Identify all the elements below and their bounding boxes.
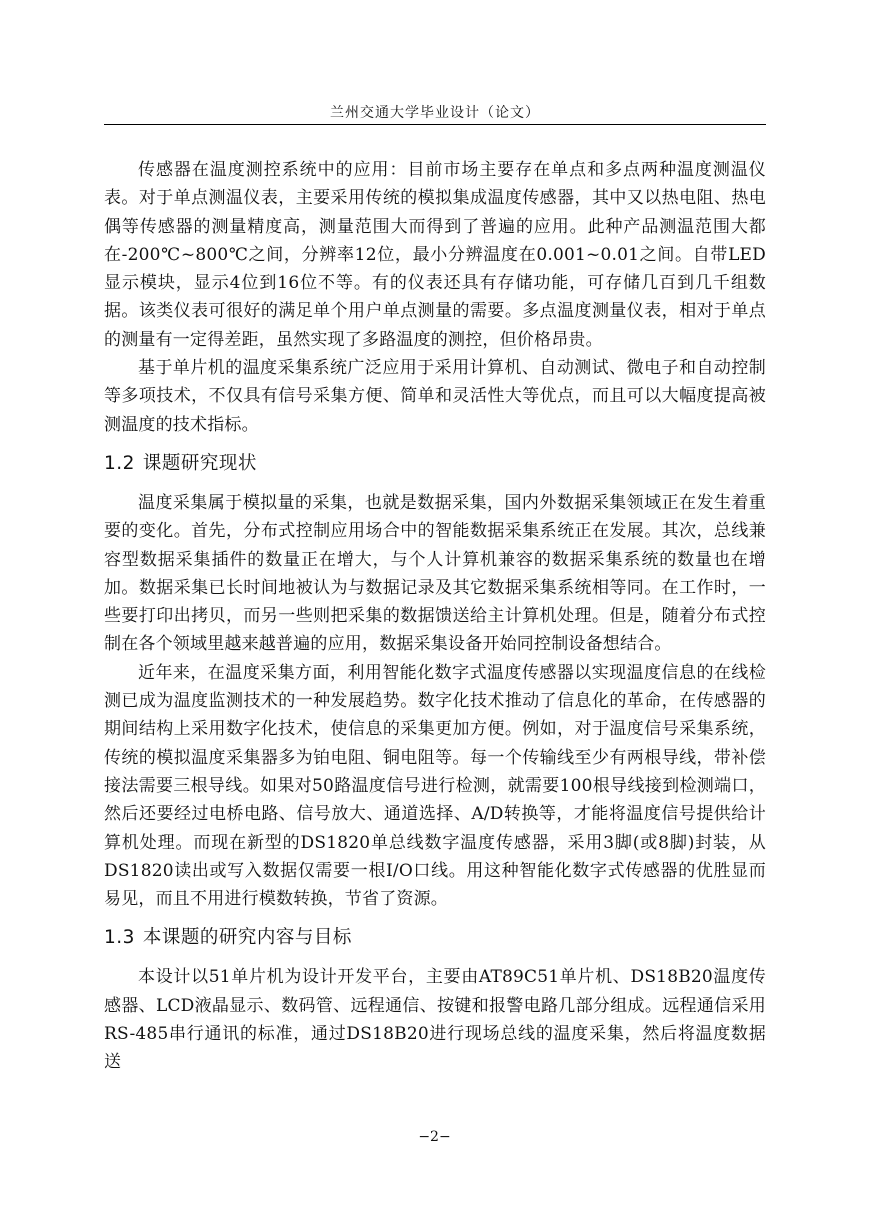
section-heading-1-3: [104, 925, 766, 951]
section-title: 本课题的研究内容与目标: [142, 927, 352, 949]
section-heading-1-2: [104, 451, 766, 477]
section-number: 1.3: [104, 927, 135, 949]
body-paragraph: 本设计以51单片机为设计开发平台，主要由AT89C51单片机、DS18B20温度传感器、LCD液晶显示、数码管、远程通信、按键和报警电路几部分组成。远程通信采用RS-485串行通讯的标准，通过DS18B20进行现场总线的温度采集，然后将温度数据送: [104, 967, 766, 1073]
page-number: −2−: [418, 1129, 451, 1145]
section-number: 1.2: [104, 452, 135, 474]
page-body: [104, 156, 766, 1077]
body-paragraph: 近年来，在温度采集方面，利用智能化数字式温度传感器以实现温度信息的在线检测已成为温度监测技术的一种发展趋势。数字化技术推动了信息化的革命，在传感器的期间结构上采用数字化技术，使信息的采集更加方便。例如，对于温度信号采集系统，传统的模拟温度采集器多为铂电阻、铜电阻等。每一个传输线至少有两根导线，带补偿接法需要三根导线。如果对50路温度信号进行检测，就需要100根导线接到检测端口，然后还要经过电桥电路、信号放大、通道选择、A/D转换等，才能将温度信号提供给计算机处理。而现在新型的DS1820单总线数字温度传感器，采用3脚(或8脚)封装，从DS1820读出或写入数据仅需要一根I/O口线。用这种智能化数字式传感器的优胜显而易见，而且不用进行模数转换，节省了资源。: [104, 662, 766, 910]
header-divider: [104, 124, 766, 125]
section-title: 课题研究现状: [142, 452, 257, 474]
body-paragraph: 传感器在温度测控系统中的应用：目前市场主要存在单点和多点两种温度测温仪表。对于单点测温仪表，主要采用传统的模拟集成温度传感器，其中又以热电阻、热电偶等传感器的测量精度高，测量范围大而得到了普遍的应用。此种产品测温范围大都在-200℃~800℃之间，分辨率12位，最小分辨温度在0.001~0.01之间。自带LED显示模块，显示4位到16位不等。有的仪表还具有存储功能，可存储几百到几千组数据。该类仪表可很好的满足单个用户单点测量的需要。多点温度测量仪表，相对于单点的测量有一定得差距，虽然实现了多路温度的测控，但价格昂贵。: [104, 160, 766, 350]
body-paragraph: 温度采集属于模拟量的采集，也就是数据采集，国内外数据采集领域正在发生着重要的变化。首先，分布式控制应用场合中的智能数据采集系统正在发展。其次，总线兼容型数据采集插件的数量正在增大，与个人计算机兼容的数据采集系统的数量也在增加。数据采集已长时间地被认为与数据记录及其它数据采集系统相等同。在工作时，一些要打印出拷贝，而另一些则把采集的数据馈送给主计算机处理。但是，随着分布式控制在各个领域里越来越普遍的应用，数据采集设备开始同控制设备想结合。: [104, 492, 766, 655]
running-header: 兰州交通大学毕业设计（论文）: [330, 105, 540, 121]
body-paragraph: 基于单片机的温度采集系统广泛应用于采用计算机、自动测试、微电子和自动控制等多项技术，不仅具有信号采集方便、简单和灵活性大等优点，而且可以大幅度提高被测温度的技术指标。: [104, 358, 766, 435]
